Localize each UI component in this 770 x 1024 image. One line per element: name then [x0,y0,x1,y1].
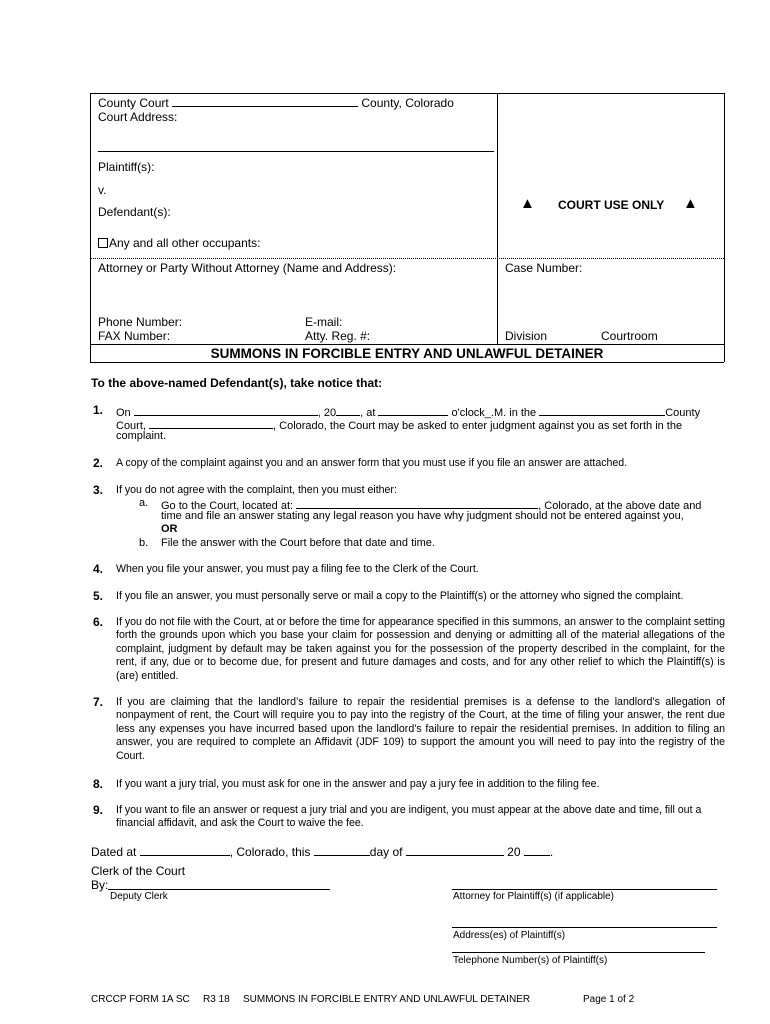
item-3a-text-1: Go to the Court, located at: [161,500,294,512]
item-3-or: OR [161,523,178,535]
occupants-label: Any and all other occupants: [109,236,261,250]
footer-page-number: Page 1 of 2 [583,994,635,1005]
notice-heading: To the above-named Defendant(s), take notice that: [91,376,383,390]
caption-divider-dotted [90,258,724,259]
dated-line [91,844,553,859]
caption-top-border [90,93,724,94]
item-6-text: If you do not file with the Court, at or before the time for appearance specified in this summons, an answer to the complaint setting forth the grounds upon which you base your claim for possession and denying or admitting all of the material allegations of the complaint, judgment by default may be taken against you for the possession of the property described in the complaint, for the rent, if any, due or to become due, for present and future damages and costs, and for any other relief to which the Plaintiff(s) is (are) entitled. [116,616,725,682]
plaintiffs-label: Plaintiff(s): [98,160,155,174]
v-label: v. [98,183,107,197]
court-city-field[interactable] [149,417,273,429]
court-address-field[interactable] [98,151,494,152]
attorney-signature-line[interactable] [452,889,717,890]
item-3b-label: b. [139,537,149,549]
occupants-checkbox[interactable] [98,238,108,248]
dated-city-field[interactable] [140,844,230,856]
caption-divider-vertical [497,93,498,344]
item-9-text: If you want to file an answer or request a jury trial and you are indigent, you must appear at the above date and time, fill out a financial affidavit, and ask the Court to waive the fee. [116,804,702,830]
form-title: SUMMONS IN FORCIBLE ENTRY AND UNLAWFUL DETAINER [210,346,604,361]
occupants-line [98,236,260,250]
dated-twenty: 20 [507,845,521,859]
item-5-number: 5. [93,589,104,603]
item-1-number: 1. [93,403,104,417]
triangle-up-left-icon: ▲ [520,195,535,212]
item-2-number: 2. [93,456,104,470]
item-7-number: 7. [93,695,104,709]
item-1-oclock: o'clock_.M. in the [451,407,537,419]
item-1-at: , at [360,407,376,419]
item-7-text: If you are claiming that the landlord’s failure to repair the residential premises is a defense to the landlord’s allegation of nonpayment of rent, the Court will require you to pay into the registry of the Court, at the time of filing your answer, the rent due less any expenses you have incurred based upon the landlord’s failure to repair the residential premises. In addition to filing an answer, you are required to complete an Affidavit (JDF 109) to support the amount you will need to pay into the registry of the Court. [116,696,725,762]
hearing-date-field[interactable] [134,404,318,416]
caption-right-border [724,93,725,362]
item-8-number: 8. [93,777,104,791]
county-court-label: County Court [98,96,169,110]
item-1-colorado: , Colorado, the Court may be asked to enter judgment against you as set forth in the [273,420,683,432]
item-1-comma20: , 20 [317,407,337,419]
court-county-field[interactable] [539,404,665,416]
deputy-clerk-label: Deputy Clerk [110,891,168,902]
by-label: By: [91,878,109,892]
item-3a-text-2: time and file an answer stating any legal reason you have why judgment should not be entered against you, [161,510,684,522]
dated-year-field[interactable] [524,844,550,856]
dated-day-field[interactable] [314,844,370,856]
item-2-text: A copy of the complaint against you and an answer form that you must use if you file an answer are attached. [116,457,628,469]
court-location-field[interactable] [296,497,538,509]
item-3a-text-1b: , Colorado, at the above date and [538,500,702,512]
item-3-text: If you do not agree with the complaint, then you must either: [116,484,397,496]
attorney-label-sig: Attorney for Plaintiff(s) (if applicable) [453,891,614,902]
fax-label: FAX Number: [98,329,171,343]
item-1-on: On [116,407,131,419]
telephone-signature-line[interactable] [452,952,705,953]
footer-form-id: CRCCP FORM 1A SC [91,994,190,1005]
addresses-label: Address(es) of Plaintiff(s) [453,930,566,941]
county-court-line [98,95,454,110]
caption-divider-title-top [90,344,724,345]
item-3b-text: File the answer with the Court before that date and time. [161,537,435,549]
item-1-county: County [665,407,701,419]
item-1-complaint: complaint. [116,430,167,442]
item-1-line-2 [116,417,682,434]
address-signature-line[interactable] [452,927,717,928]
triangle-up-right-icon: ▲ [683,195,698,212]
item-4-number: 4. [93,562,104,576]
dated-at-label: Dated at [91,845,137,859]
dated-period: . [549,845,554,859]
email-label: E-mail: [305,315,343,329]
caption-bottom-border [90,362,724,363]
item-3-number: 3. [93,483,104,497]
item-8-text: If you want a jury trial, you must ask for one in the answer and pay a jury fee in addition to the filing fee. [116,778,600,790]
clerk-label: Clerk of the Court [91,864,186,878]
courtroom-label: Courtroom [601,329,658,343]
dated-month-field[interactable] [406,844,504,856]
caption-left-border [90,93,91,362]
court-address-label: Court Address: [98,110,178,124]
county-name-field[interactable] [172,95,358,107]
division-label: Division [505,329,548,343]
item-1-court: Court, [116,420,146,432]
deputy-signature-line[interactable] [108,889,330,890]
atty-reg-label: Atty. Reg. #: [305,329,371,343]
dated-day-of: day of [369,845,403,859]
county-colorado-label: County, Colorado [361,96,454,110]
footer-revision: R3 18 [203,994,230,1005]
item-6-number: 6. [93,615,104,629]
item-3a-label: a. [139,497,149,509]
phone-label: Phone Number: [98,315,183,329]
item-9-number: 9. [93,803,104,817]
hearing-time-field[interactable] [378,404,448,416]
telephone-label: Telephone Number(s) of Plaintiff(s) [453,955,608,966]
item-4-text: When you file your answer, you must pay a filing fee to the Clerk of the Court. [116,563,479,575]
court-use-only-label: COURT USE ONLY [558,198,665,212]
footer-form-title: SUMMONS IN FORCIBLE ENTRY AND UNLAWFUL DETAINER [243,994,531,1005]
hearing-year-field[interactable] [336,404,360,416]
dated-colorado-this: , Colorado, this [229,845,311,859]
attorney-label: Attorney or Party Without Attorney (Name and Address): [98,261,397,275]
defendants-label: Defendant(s): [98,205,171,219]
item-5-text: If you file an answer, you must personally serve or mail a copy to the Plaintiff(s) or the attorney who signed the complaint. [116,590,684,602]
case-number-label: Case Number: [505,261,583,275]
